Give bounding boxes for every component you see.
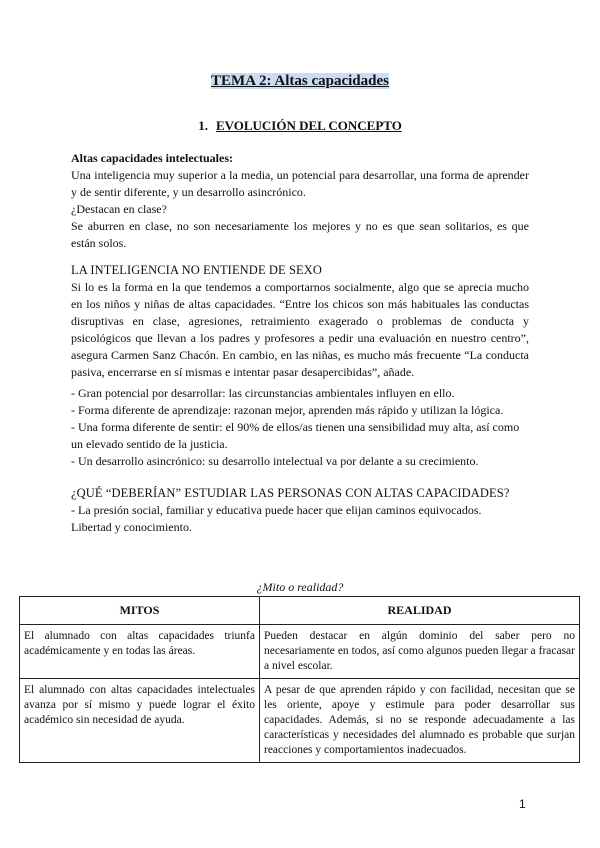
reality-cell: A pesar de que aprenden rápido y con facilidad, necesitan que se les oriente, apoye y estimule para poder desarrollar sus capacidades. Además, si no se responde adecuadamente a las características y necesidades del alumnado es probable que surjan reacciones y comportamientos inadecuados.	[260, 679, 580, 763]
myths-table	[19, 596, 580, 763]
sex-heading: LA INTELIGENCIA NO ENTIENDE DE SEXO	[71, 263, 323, 277]
table-row	[20, 679, 580, 763]
study-line-1: - La presión social, familiar y educativa puede hacer que elijan caminos equivocados.	[71, 503, 482, 517]
sex-paragraph: Si lo es la forma en la que tendemos a comportarnos socialmente, algo que se aprecia mucho en los niños y niñas de altas capacidades. “Entre los chicos son más habituales las conductas disruptivas en clase, agresiones, retraimiento exagerado o problemas de conducta y psicológicos que llevan a los padres y profesores a pedir una evaluación en nuestro centro”, asegura Carmen Sanz Chacón. En cambio, en las niñas, es mucho más frecuente “La conducta pasiva, encerrarse en sí mismas e intentar pasar desapercibidas”, añade.	[71, 280, 529, 379]
section-heading	[0, 118, 600, 134]
table-row	[20, 625, 580, 679]
study-heading: ¿QUÉ “DEBERÍAN” ESTUDIAR LAS PERSONAS CON ALTAS CAPACIDADES?	[71, 486, 510, 500]
study-line-2: Libertad y conocimiento.	[71, 520, 192, 534]
reality-cell: Pueden destacar en algún dominio del saber pero no necesariamente en todos, así como algunos pueden llegar a fracasar a nivel escolar.	[260, 625, 580, 679]
page-number: 1	[519, 797, 526, 811]
page-title	[0, 73, 600, 90]
intro-heading: Altas capacidades intelectuales:	[71, 151, 233, 165]
study-block	[71, 485, 529, 536]
bullet-list	[71, 385, 529, 470]
myth-cell: El alumnado con altas capacidades intelectuales avanza por sí mismo y puede lograr el éxito académico sin necesidad de ayuda.	[20, 679, 260, 763]
header-myths: MITOS	[20, 597, 260, 625]
list-item: - Forma diferente de aprendizaje: razonan mejor, aprenden más rápido y utilizan la lógica.	[71, 403, 504, 417]
intro-definition: Una inteligencia muy superior a la media, un potencial para desarrollar, una forma de aprender y de sentir diferente, y un desarrollo asincrónico.	[71, 168, 529, 199]
section-number: 1.	[198, 118, 208, 133]
section-title: EVOLUCIÓN DEL CONCEPTO	[215, 118, 402, 133]
list-item: - Gran potencial por desarrollar: las circunstancias ambientales influyen en ello.	[71, 386, 455, 400]
title-highlight: TEMA 2: Altas capacidades	[211, 73, 389, 89]
sex-block	[71, 262, 529, 381]
list-item: - Un desarrollo asincrónico: su desarrollo intelectual va por delante a su crecimiento.	[71, 454, 479, 468]
intro-block	[71, 150, 529, 252]
myth-cell: El alumnado con altas capacidades triunfa académicamente y en todas las áreas.	[20, 625, 260, 679]
intro-question: ¿Destacan en clase?	[71, 202, 167, 216]
header-reality: REALIDAD	[260, 597, 580, 625]
list-item: - Una forma diferente de sentir: el 90% de ellos/as tienen una sensibilidad muy alta, así como un elevado sentido de la justicia.	[71, 420, 520, 451]
table-caption: ¿Mito o realidad?	[256, 580, 344, 594]
intro-answer: Se aburren en clase, no son necesariamente los mejores y no es que sean solitarios, es que están solos.	[71, 219, 529, 250]
table-header-row	[20, 597, 580, 625]
